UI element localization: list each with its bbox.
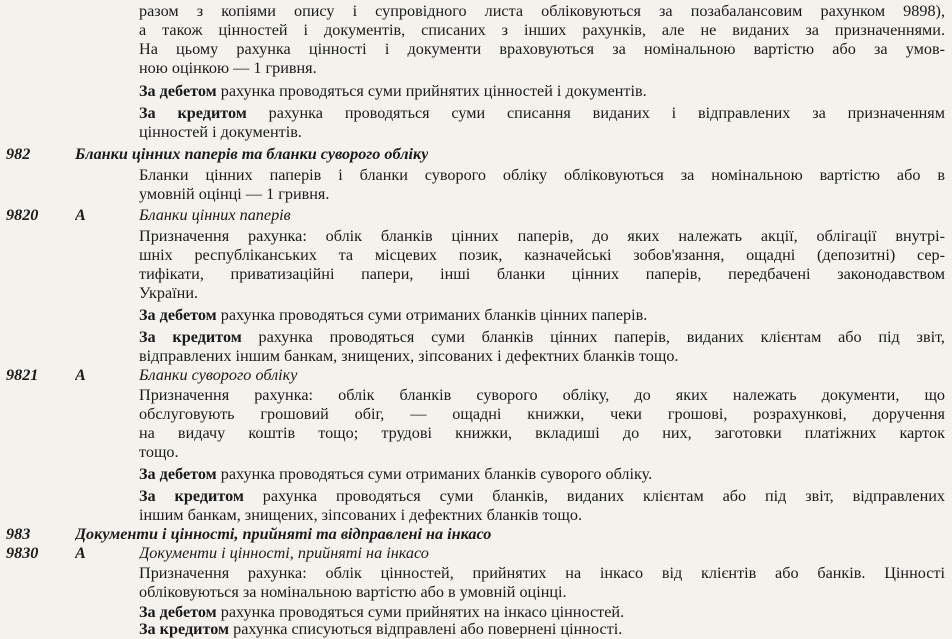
credit-label: За кредитом — [139, 620, 230, 638]
text-line: умовній оцінці — 1 гривня. — [139, 185, 330, 203]
debit-text: рахунка проводяться суми прийнятих на інкасо цінностей. — [216, 603, 625, 621]
account-title-9821: Бланки суворого обліку — [139, 366, 298, 384]
debit-line — [139, 306, 945, 325]
credit-line — [139, 104, 945, 123]
text-line: іншим банкам, знищених, зіпсованих і дефектних бланків тощо. — [139, 506, 582, 524]
credit-line — [139, 487, 945, 506]
text-line: Призначення рахунка: облік цінностей, прийнятих на інкасо від клієнтів або банків. Цінності — [139, 564, 945, 582]
text-line: тифікати, приватизаційні папери, інші бланки цінних паперів, передбачені законодавством — [139, 265, 945, 283]
account-title-982: Бланки цінних паперів та бланки суворого обліку — [75, 145, 429, 163]
debit-line — [139, 82, 945, 101]
account-type-9820: А — [75, 206, 86, 224]
text-line: На цьому рахунка цінності і документи враховуються за номінальною вартістю або за умов- — [139, 40, 945, 58]
account-code-9820: 9820 — [6, 206, 39, 224]
text-line: тощо. — [139, 443, 179, 461]
account-title-9820: Бланки цінних паперів — [139, 206, 291, 224]
debit-line — [139, 465, 945, 484]
debit-label: За дебетом — [139, 306, 217, 324]
text-line: відправлених іншим банкам, знищених, зіпсованих і дефектних бланків тощо. — [139, 347, 679, 365]
account-code-9830: 9830 — [6, 544, 39, 562]
account-type-9830: А — [75, 544, 86, 562]
account-code-9821: 9821 — [6, 366, 39, 384]
debit-label: За дебетом — [139, 465, 217, 483]
debit-text: рахунка проводяться суми отриманих бланків суворого обліку. — [216, 465, 653, 483]
text-line: Бланки цінних паперів і бланки суворого обліку обліковуються за номінальною вартістю або в — [139, 166, 945, 184]
credit-line — [139, 328, 945, 347]
text-line: Призначення рахунка: облік бланків суворого обліку, до яких належать документи, що — [139, 386, 945, 404]
credit-text: рахунка проводяться суми бланків цінних паперів, виданих клієнтам або під звіт, — [241, 328, 945, 346]
debit-label: За дебетом — [139, 603, 217, 621]
account-title-9830: Документи і цінності, прийняті на інкасо — [139, 544, 429, 562]
text-line: шніх республіканських та місцевих позик, казначейські зобов'язання, ощадні (депозитні) сер- — [139, 246, 945, 264]
credit-text: рахунка проводяться суми списання виданих і відправлених за призначенням — [246, 104, 945, 122]
credit-label: За кредитом — [139, 328, 242, 346]
credit-label: За кредитом — [139, 104, 247, 122]
debit-label: За дебетом — [139, 82, 217, 100]
account-title-983: Документи і цінності, прийняті та відправлені на інкасо — [75, 525, 492, 543]
credit-label: За кредитом — [139, 487, 244, 505]
text-line: обслуговують грошовий обіг, — ощадні книжки, чеки грошові, розрахункові, доручення — [139, 405, 945, 423]
account-code-983: 983 — [6, 525, 31, 543]
credit-text: рахунка проводяться суми бланків, виданих клієнтам або під звіт, відправлених — [243, 487, 945, 505]
debit-text: рахунка проводяться суми прийнятих цінностей і документів. — [216, 82, 647, 100]
credit-text: рахунка списуються відправлені або повернені цінності. — [229, 620, 623, 638]
text-line: України. — [139, 284, 199, 302]
credit-line — [139, 620, 945, 639]
debit-text: рахунка проводяться суми отриманих бланків цінних паперів. — [216, 306, 648, 324]
account-code-982: 982 — [6, 145, 31, 163]
text-line: цінностей і документів. — [139, 123, 302, 141]
text-line: Призначення рахунка: облік бланків цінних паперів, до яких належать акції, облігації внутрі- — [139, 227, 945, 245]
text-line: на видачу коштів тощо; трудові книжки, вкладиші до них, заготовки платіжних карток — [139, 424, 945, 442]
text-line: а також цінностей і документів, списаних з інших рахунків, але не виданих за призначеннями. — [139, 21, 945, 39]
text-line: обліковуються за номінальною вартістю або в умовній оцінці. — [139, 583, 567, 601]
text-line: разом з копіями опису і супровідного листа обліковуються за позабалансовим рахунком 9898), — [139, 2, 945, 20]
account-type-9821: А — [75, 366, 86, 384]
text-line: ною оцінкою — 1 гривня. — [139, 59, 317, 77]
